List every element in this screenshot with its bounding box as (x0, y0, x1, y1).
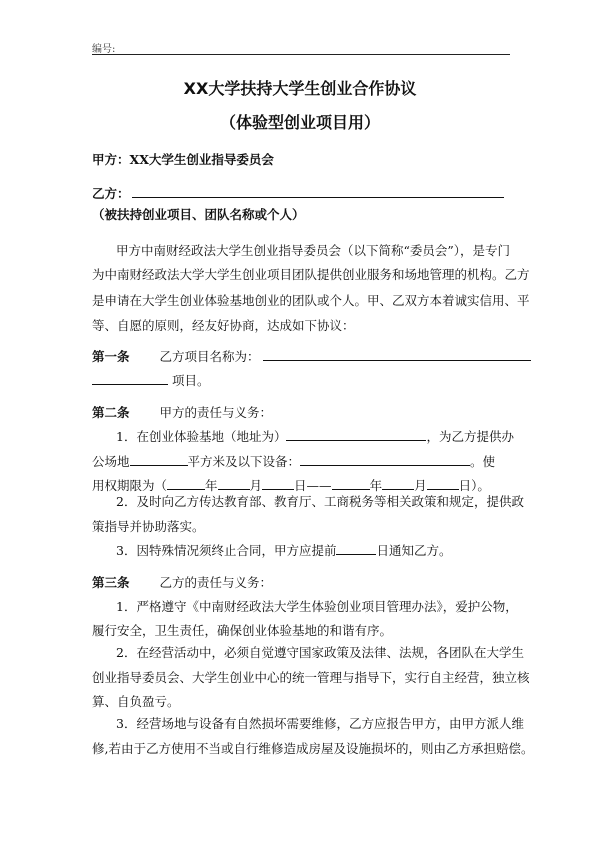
text-segment: 平方米及以下设备： (187, 454, 301, 469)
article-3-item-2-line: 算、自负盈亏。 (92, 694, 180, 709)
article-3-item-3-line: 修,若由于乙方使用不当或自行维修造成房屋及设施损坏的，则由乙方承担赔偿。 (92, 741, 534, 756)
party-b-blank (132, 197, 504, 198)
serial-number-label: 编号: (92, 44, 116, 55)
area-blank (130, 453, 188, 466)
party-b-note: （被扶持创业项目、团队名称或个人） (92, 207, 305, 222)
article-1 (92, 344, 531, 370)
notice-days-blank (336, 542, 376, 555)
party-b-label: 乙方： (92, 186, 130, 201)
article-3-label: 第三条 (92, 575, 130, 590)
text-segment: 日通知乙方。 (376, 543, 452, 558)
article-1-tail: 项目。 (171, 373, 210, 388)
article-2-label: 第二条 (92, 405, 130, 420)
article-3-item-1-line: 履行安全，卫生责任，确保创业体验基地的和谐有序。 (92, 623, 393, 638)
article-2-item-3 (116, 538, 451, 564)
text-segment: 1．在创业体验基地（地址为） (116, 429, 287, 444)
intro-line: 等、自愿的原则，经友好协商，达成如下协议： (92, 318, 355, 333)
intro-line: 为中南财经政法大学大学生创业项目团队提供创业服务和场地管理的机构。乙方 (92, 267, 530, 282)
article-2-item-2-line: 2．及时向乙方传达教育部、教育厅、工商税务等相关政策和规定，提供政 (116, 494, 524, 509)
project-name-blank-cont (92, 372, 168, 385)
article-2-item-1-line-2 (92, 449, 495, 475)
text-segment: 日—— (294, 478, 332, 493)
article-2-item-2-line: 策指导并协助落实。 (92, 519, 205, 534)
article-2 (92, 400, 272, 426)
text-segment: ，为乙方提供办 (426, 429, 514, 444)
intro-line: 甲方中南财经政法大学生创业指导委员会（以下简称“委员会”），是专门 (116, 243, 511, 258)
text-segment: 。使 (470, 454, 496, 469)
article-3-item-1-line: 1．严格遵守《中南财经政法大学生体验创业项目管理办法》，爱护公物， (116, 599, 518, 614)
article-3 (92, 570, 272, 596)
header-rule (92, 54, 510, 55)
equipment-blank (300, 453, 470, 466)
article-2-heading: 甲方的责任与义务： (159, 405, 272, 420)
document-title: XX大学扶持大学生创业合作协议 (183, 79, 417, 98)
intro-line: 是申请在大学生创业体验基地创业的团队或个人。甲、乙双方本着诚实信用、平 (92, 293, 530, 308)
party-a: 甲方：XX大学生创业指导委员会 (92, 152, 274, 167)
text-segment: 年 (369, 478, 383, 493)
article-3-item-3-line: 3．经营场地与设备有自然损坏需要维修，乙方应报告甲方，由甲方派人维 (116, 716, 524, 731)
document-subtitle: （体验型创业项目用） (219, 113, 380, 132)
text-segment: 公场地 (92, 454, 130, 469)
text-segment: 3．因特殊情况须终止合同，甲方应提前 (116, 543, 337, 558)
article-3-item-2-line: 2．在经营活动中，必须自觉遵守国家政策及法律、法规，各团队在大学生 (116, 645, 524, 660)
text-segment: 年 (205, 478, 218, 493)
project-name-blank (263, 348, 531, 361)
article-1-text: 乙方项目名称为： (159, 349, 260, 364)
article-1-cont (92, 368, 210, 394)
address-blank (286, 428, 426, 441)
article-2-item-1-line-1 (116, 424, 514, 450)
article-1-label: 第一条 (92, 349, 130, 364)
text-segment: 用权期限为（ (92, 478, 168, 493)
text-segment: 月 (414, 478, 427, 493)
text-segment: 日）。 (458, 478, 490, 493)
article-3-heading: 乙方的责任与义务： (159, 575, 272, 590)
article-3-item-2-line: 创业指导委员会、大学生创业中心的统一管理与指导下，实行自主经营，独立核 (92, 670, 530, 685)
text-segment: 月 (249, 478, 263, 493)
